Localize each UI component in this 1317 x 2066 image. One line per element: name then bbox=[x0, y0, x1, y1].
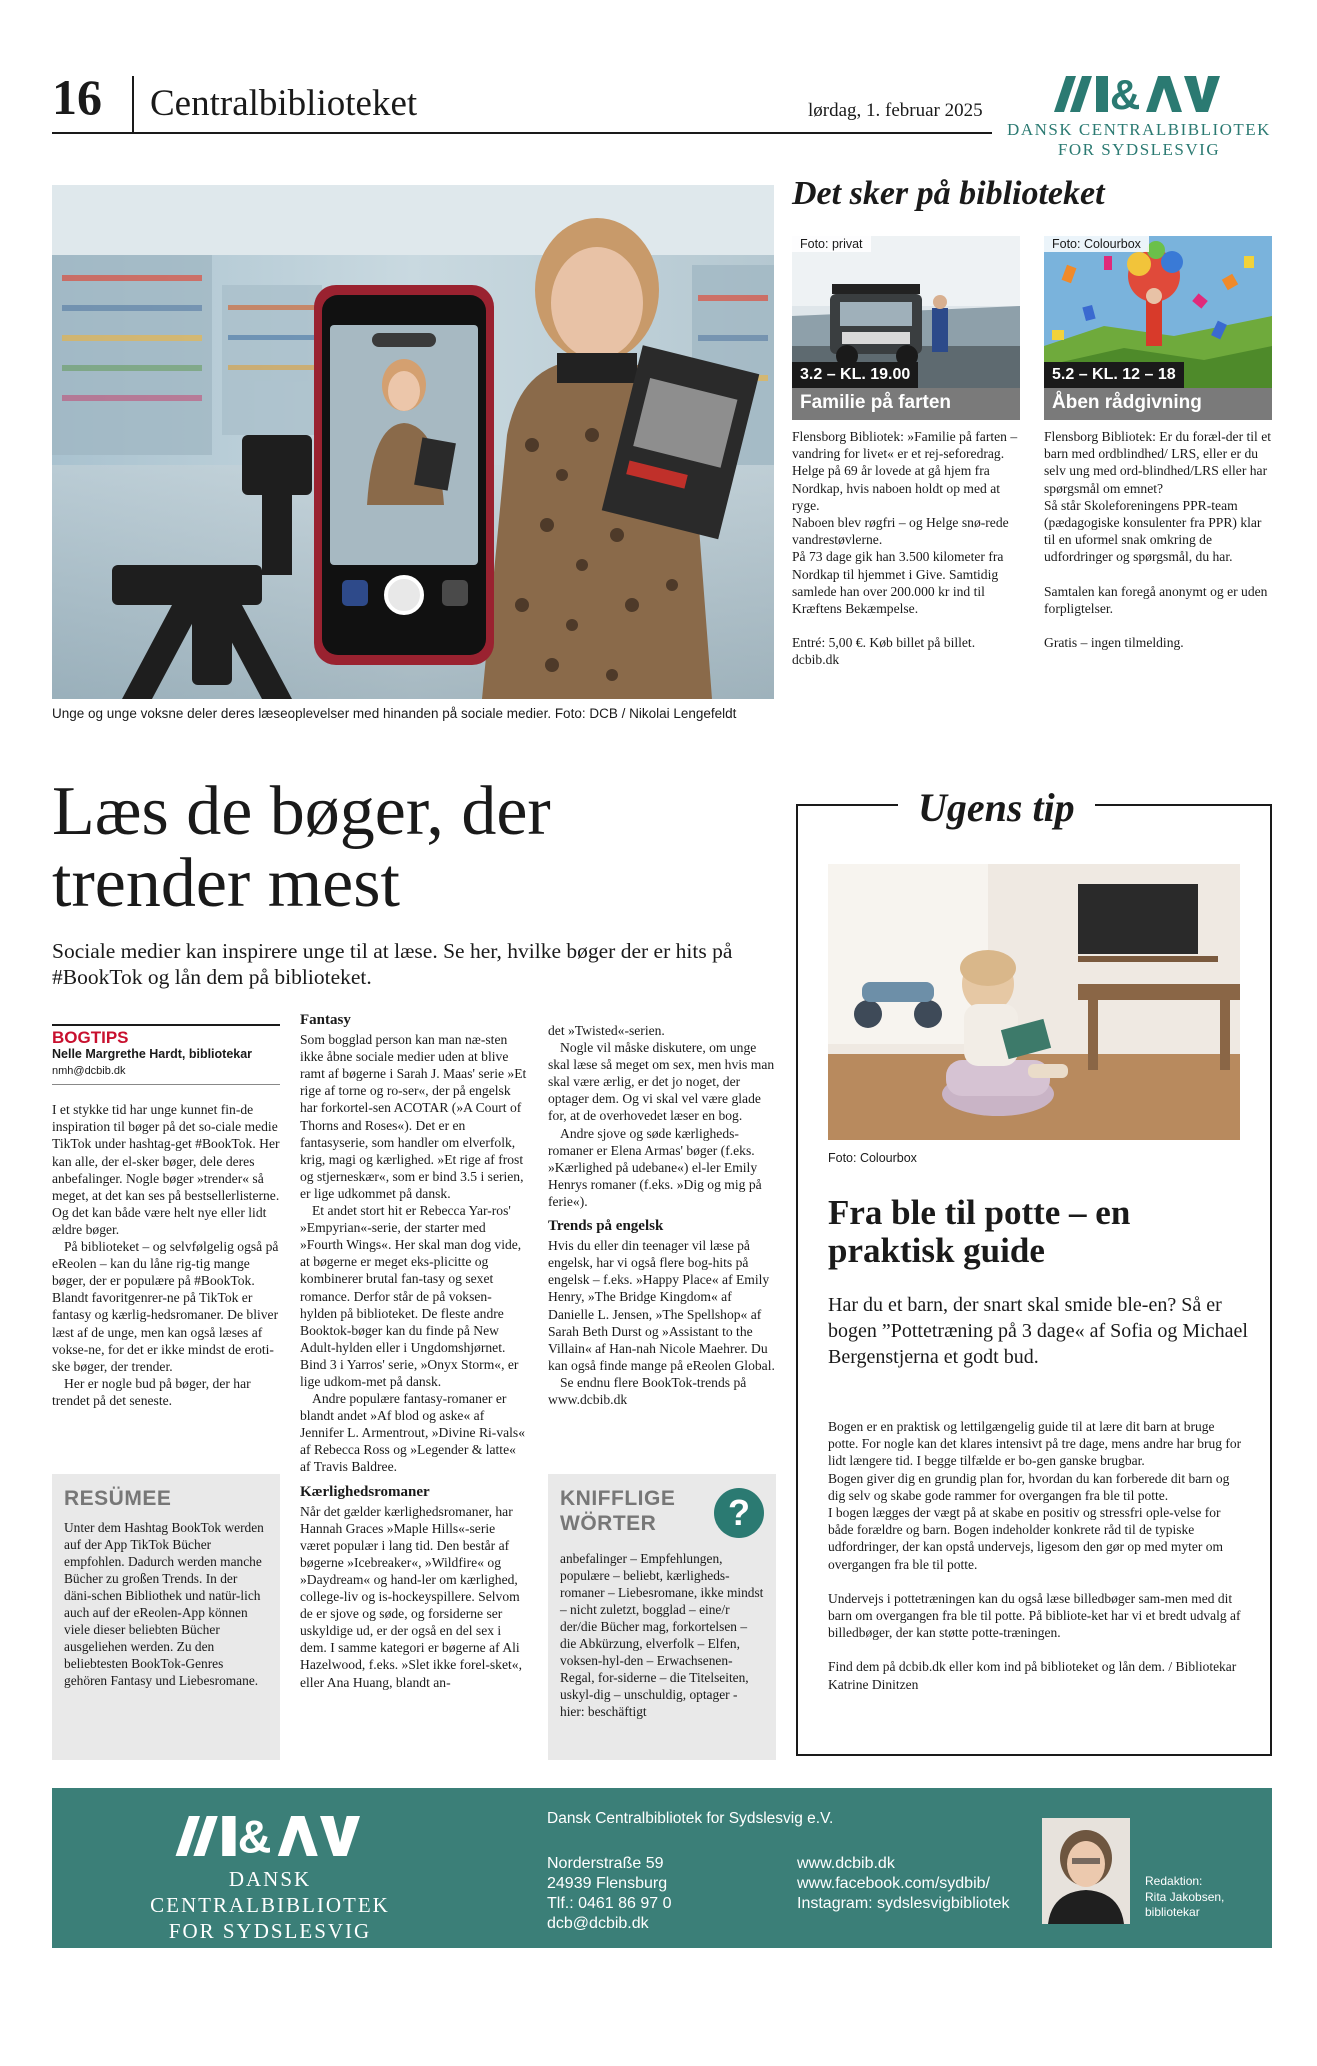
article-headline bbox=[52, 773, 772, 922]
body-paragraph: Når det gælder kærlighedsromaner, har Hannah Graces »Maple Hills«-serie været populær i lang tid. Den består af bøgerne »Icebreaker«, »Wildfire« og »Daydream« og hand-ler om kærlighed, college-liv og is-hockeyspillere. Selvom de er sjove og søde, og forsiderne ser uskyldige ud, er der også en del sex i dem. I samme kategori er bøgerne af Ali Hazelwood, f.eks. »Slet ikke forel-sket«, eller Ana Huang, blandt an- bbox=[300, 1503, 522, 1690]
event-description bbox=[792, 428, 1020, 669]
body-paragraph: I et stykke tid har unge kunnet fin-de inspiration til bøger på det so-ciale medie TikTok under hashtag-get #BookTok. Her kan alle, der el-sker bøger, dele deres anbefalinger. Nogle bøger »trender« så meget, at det kan ses på bestsellerlisterne. Og det kan både være helt nye eller lidt ældre bøger. bbox=[52, 1102, 280, 1237]
ugens-tip-body bbox=[828, 1418, 1248, 1693]
svg-text:&: & bbox=[237, 1816, 272, 1856]
footer-logo-mark bbox=[110, 1816, 430, 1856]
article-column-2 bbox=[300, 1008, 528, 1691]
event-text-line: Så står Skoleforeningens PPR-team (pædagogiske konsulenter fra PPR) klar til en uformel snak omkring de udfordringer og spørgsmål, du har. bbox=[1044, 497, 1262, 565]
headline-line: trender mest bbox=[52, 845, 400, 922]
ugens-tip-headline: Fra ble til potte – en praktisk guide bbox=[828, 1193, 1131, 1270]
body-paragraph: Her er nogle bud på bøger, der har trendet på det seneste. bbox=[52, 1375, 251, 1408]
event-photo-credit: Foto: Colourbox bbox=[1044, 236, 1149, 252]
ugens-tip-photo-credit: Foto: Colourbox bbox=[828, 1151, 917, 1165]
publication-date: lørdag, 1. februar 2025 bbox=[808, 100, 983, 121]
footer-facebook-link[interactable]: www.facebook.com/sydbib/ bbox=[797, 1875, 990, 1892]
photo-caption: Unge og unge voksne deler deres læseoplevelser med hinanden på sociale medier. Foto: DCB / Nikolai Lengefeldt bbox=[52, 706, 737, 721]
resumee-box bbox=[52, 1474, 280, 1760]
body-paragraph: Som bogglad person kan man næ-sten ikke åbne sociale medier uden at blive ramt af bøgerne i Sarah J. Maas' serie »Et rige af torne og ro-ser«, der på engelsk har forkortel-sen ACOTAR (»A Court of Thorns and Roses«). Det er en fantasyserie, som handler om elverfolk, krig, magi og kærlighed. »Et rige af frost og stjerneskær«, som er bind 3.5 i serien, er lige udkommet på dansk. bbox=[300, 1032, 527, 1201]
body-paragraph: Nogle vil måske diskutere, om unge skal læse så meget om sex, men hvis man skal være ærlig, er det jo noget, der optager dem. Og vi skal vel være glade for, at de overhovedet læser en bog. bbox=[548, 1040, 775, 1124]
event-text-line: Naboen blev røgfri – og Helge snø-rede vandrestøvlerne. bbox=[792, 515, 1009, 548]
ugens-tip-box bbox=[796, 785, 1272, 1756]
logo-glyphs-icon bbox=[163, 1816, 377, 1856]
event-date-badge: 5.2 – KL. 12 – 18 bbox=[1044, 362, 1184, 388]
header-rule bbox=[52, 132, 992, 134]
footer-address-line: 24939 Flensburg bbox=[547, 1875, 668, 1892]
resumee-text: Unter dem Hashtag BookTok werden auf der App TikTok Bücher empfohlen. Dadurch werden manche Bücher zu großen Trends. In der däni-schen Bibliothek und natür-lich auch auf der eReolen-App können viele dieser beliebten Bücher ausgeliehen werden. Zu den beliebtesten BookTok-Genres gehören Fantasy und Liebesromane. bbox=[64, 1520, 264, 1688]
event-text-line: Gratis – ingen tilmelding. bbox=[1044, 635, 1184, 651]
svg-text:&: & bbox=[1110, 76, 1141, 112]
event-title: Åben rådgivning bbox=[1044, 388, 1272, 420]
body-paragraph: Se endnu flere BookTok-trends på www.dcbib.dk bbox=[548, 1374, 747, 1407]
event-text-line: Helge på 69 år lovede at gå hjem fra Nordkap, hvis naboen holdt op med at ryge. bbox=[792, 463, 1001, 513]
event-card-familie bbox=[792, 236, 1020, 669]
page-number: 16 bbox=[52, 69, 102, 125]
spacer bbox=[1044, 617, 1272, 634]
event-text-line: Samtalen kan foregå anonymt og er uden forpligtelser. bbox=[1044, 583, 1268, 616]
editor-portrait bbox=[1042, 1818, 1130, 1924]
event-text-line: Entré: 5,00 €. Køb billet på billet. dcbib.dk bbox=[792, 635, 976, 668]
event-text-line: Flensborg Bibliotek: »Familie på farten – vandring for livet« er et rej-seforedrag. bbox=[792, 429, 1018, 462]
kniffelige-text: anbefalinger – Empfehlungen, populære – beliebt, kærligheds-romaner – Liebesromane, ikke mindst – nicht zuletzt, bogglad – eine/r der/die Bücher mag, forkortelsen – die Abkürzung, elverfolk – Elfen, voksen-hyl-den – Erwachsenen-Regal, for-siderne – die Titelseiten, uskyl-dig – unschuldig, optager - hier: beschäftigt bbox=[560, 1551, 764, 1719]
event-image bbox=[1044, 236, 1272, 388]
byline-email: nmh@dcbib.dk bbox=[52, 1063, 280, 1085]
footer-instagram-link[interactable]: Instagram: sydslesvigbibliotek bbox=[797, 1895, 1010, 1912]
dcb-logo bbox=[1004, 76, 1274, 160]
det-sker-heading: Det sker på biblioteket bbox=[792, 175, 1105, 212]
body-paragraph: I bogen lægges der vægt på at skabe en positiv og stressfri ople-velse for både forældre og barn. Bogen indeholder konkrete råd til de typiske udfordringer, der kan opstå undervejs, ligesom den gør op med myter om overgangen fra ble til potte. bbox=[828, 1505, 1223, 1572]
event-date-badge: 3.2 – KL. 19.00 bbox=[792, 362, 918, 388]
spacer bbox=[792, 617, 1020, 634]
footer-logo-line: FOR SYDSLESVIG bbox=[168, 1919, 372, 1943]
event-text-line: På 73 dage gik han 3.500 kilometer fra Nordkap til hjemmet i Give. Samtidig samlede han over 200.000 kr ind til Kræftens Bekæmpelse. bbox=[792, 549, 1004, 617]
body-paragraph: Andre populære fantasy-romaner er blandt andet »Af blod og aske« af Jennifer L. Armentrout, »Divine Ri-vals« af Rebecca Ross og »Legender & latte« af Travis Baldree. bbox=[300, 1391, 526, 1475]
subheading-fantasy: Fantasy bbox=[300, 1012, 351, 1028]
logo-name-line2: FOR SYDSLESVIG bbox=[1057, 140, 1221, 159]
footer-web-links bbox=[797, 1854, 1010, 1914]
header-divider bbox=[132, 76, 134, 134]
event-text-line: Flensborg Bibliotek: Er du foræl-der til et barn med ordblindhed/ LRS, eller er du selv ung med ord-blindhed/LRS eller har spørgsmål om emnet? bbox=[1044, 429, 1272, 496]
footer-logo bbox=[110, 1816, 430, 1944]
footer-address bbox=[547, 1854, 672, 1934]
ugens-tip-standfirst: Har du et barn, der snart skal smide ble-en? Så er bogen ”Pottetræning på 3 dage« af Sofia og Michael Bergenstjerna et godt bud. bbox=[828, 1294, 1248, 1368]
logo-name-line1: DANSK CENTRALBIBLIOTEK bbox=[1007, 120, 1271, 139]
footer-organisation: Dansk Centralbibliotek for Sydslesvig e.V. bbox=[547, 1810, 834, 1827]
logo-name bbox=[1004, 120, 1274, 160]
footer-phone[interactable]: Tlf.: 0461 86 97 0 bbox=[547, 1895, 672, 1912]
footer-redaktion bbox=[1145, 1874, 1224, 1921]
redaktion-line: Rita Jakobsen, bbox=[1145, 1889, 1225, 1904]
kniffelige-title-line: WÖRTER bbox=[560, 1512, 657, 1535]
dcb-logo-mark bbox=[1004, 76, 1274, 112]
byline: Nelle Margrethe Hardt, bibliotekar bbox=[52, 1047, 253, 1062]
body-paragraph: Et andet stort hit er Rebecca Yar-ros' »Empyrian«-serie, der starter med »Fourth Wings«. Her skal man dog vide, at bøgerne er meget eks-plicitte og kombinerer brutal fan-tasy og sexet romance. Derfor står de på voksen-hylden på biblioteket. De fleste andre Booktok-bøger kan du finde på New Adult-hylden eller i Ungdomshjørnet. Bind 3 i Yarros' serie, »Onyx Storm«, er lige udkom-met på dansk. bbox=[300, 1203, 522, 1389]
article-column-1 bbox=[52, 1024, 280, 1409]
redaktion-line: Redaktion: bbox=[1145, 1874, 1203, 1888]
headline-line: Læs de bøger, der bbox=[52, 773, 551, 850]
article-standfirst: Sociale medier kan inspirere unge til at læse. Se her, hvilke bøger der er hits på #BookTok og lån dem på biblioteket. bbox=[52, 939, 733, 989]
event-image bbox=[792, 236, 1020, 388]
spacer bbox=[1044, 566, 1272, 583]
footer-logo-name bbox=[110, 1866, 430, 1944]
body-paragraph: Bogen er en praktisk og lettilgængelig guide til at lære dit barn at bruge potte. For nogle kan det klares intensivt på tre dage, mens andre har brug for lidt længere tid. I begge tilfælde er bo-gen ganske brugbar. bbox=[828, 1419, 1242, 1469]
event-description bbox=[1044, 428, 1272, 651]
question-mark-icon: ? bbox=[714, 1488, 764, 1538]
body-paragraph: På biblioteket – og selvfølgelig også på eReolen – kan du låne rig-tig mange bøger, der er populære på #BookTok. Blandt favoritgenrer-ne på TikTok er fantasy og kærlig-hedsromaner. De bliver læst af de unge, men kan også læses af vokse-ne, for det er ikke mindst de eroti-ske bøger, der trender. bbox=[52, 1239, 279, 1374]
body-paragraph: Andre sjove og søde kærligheds-romaner er Elena Armas' bøger (f.eks. »Kærlighed på udebane«) el-ler Emily Henrys romaner (f.eks. »Dig og mig på ferie«). bbox=[548, 1125, 762, 1209]
body-paragraph: Undervejs i pottetræningen kan du også læse billedbøger sam-men med dit barn om overgangen fra ble til potte. På bibliote-ket har vi et bredt udvalg af billedbøger, der kan støtte potte-træningen. bbox=[828, 1590, 1241, 1641]
redaktion-line: bibliotekar bbox=[1145, 1905, 1200, 1919]
body-paragraph: det »Twisted«-serien. bbox=[548, 1023, 665, 1038]
article-column-3 bbox=[548, 1022, 776, 1408]
event-title: Familie på farten bbox=[792, 388, 1020, 420]
footer-email-link[interactable]: dcb@dcbib.dk bbox=[547, 1915, 649, 1932]
ugens-tip-photo bbox=[828, 864, 1240, 1140]
subheading-trends: Trends på engelsk bbox=[548, 1218, 664, 1235]
footer-banner bbox=[52, 1788, 1272, 1948]
library-phone-photo bbox=[52, 185, 774, 699]
event-card-raadgivning bbox=[1044, 236, 1272, 651]
subheading-kaerlighedsromaner: Kærlighedsromaner bbox=[300, 1483, 430, 1500]
body-paragraph: Bogen giver dig en grundig plan for, hvordan du kan forberede dit barn og dig selv og skabe gode rammer for overgangen fra ble til potte. bbox=[828, 1470, 1230, 1503]
bogtips-label: BOGTIPS bbox=[52, 1024, 280, 1046]
footer-logo-line: DANSK CENTRALBIBLIOTEK bbox=[150, 1867, 390, 1917]
body-paragraph: Hvis du eller din teenager vil læse på engelsk, har vi også flere bog-hits på engelsk – f.eks. »Happy Place« af Emily Henry, »The Bridge Kingdom« af Danielle L. Jensen, »The Spellshop« af Sarah Beth Durst og »Assistant to the Villain« af Han-nah Nicole Maehrer. Du kan også finde mange på eReolen Global. bbox=[548, 1238, 775, 1373]
footer-address-line: Norderstraße 59 bbox=[547, 1855, 664, 1872]
kniffelige-woerter-box bbox=[548, 1474, 776, 1760]
child-potty-photo bbox=[828, 864, 1240, 1140]
main-photo bbox=[52, 185, 774, 699]
section-title: Centralbiblioteket bbox=[150, 83, 418, 124]
logo-glyphs-icon bbox=[1054, 76, 1224, 112]
body-paragraph: Find dem på dcbib.dk eller kom ind på biblioteket og lån dem. / Bibliotekar Katrine Dinitzen bbox=[828, 1659, 1237, 1692]
footer-website-link[interactable]: www.dcbib.dk bbox=[797, 1855, 895, 1872]
event-photo-credit: Foto: privat bbox=[792, 236, 871, 252]
resumee-title: RESÜMEE bbox=[64, 1487, 172, 1510]
editor-portrait-photo bbox=[1042, 1818, 1130, 1924]
kniffelige-title-line: KNIFFLIGE bbox=[560, 1487, 676, 1510]
ugens-tip-label: Ugens tip bbox=[898, 786, 1095, 830]
